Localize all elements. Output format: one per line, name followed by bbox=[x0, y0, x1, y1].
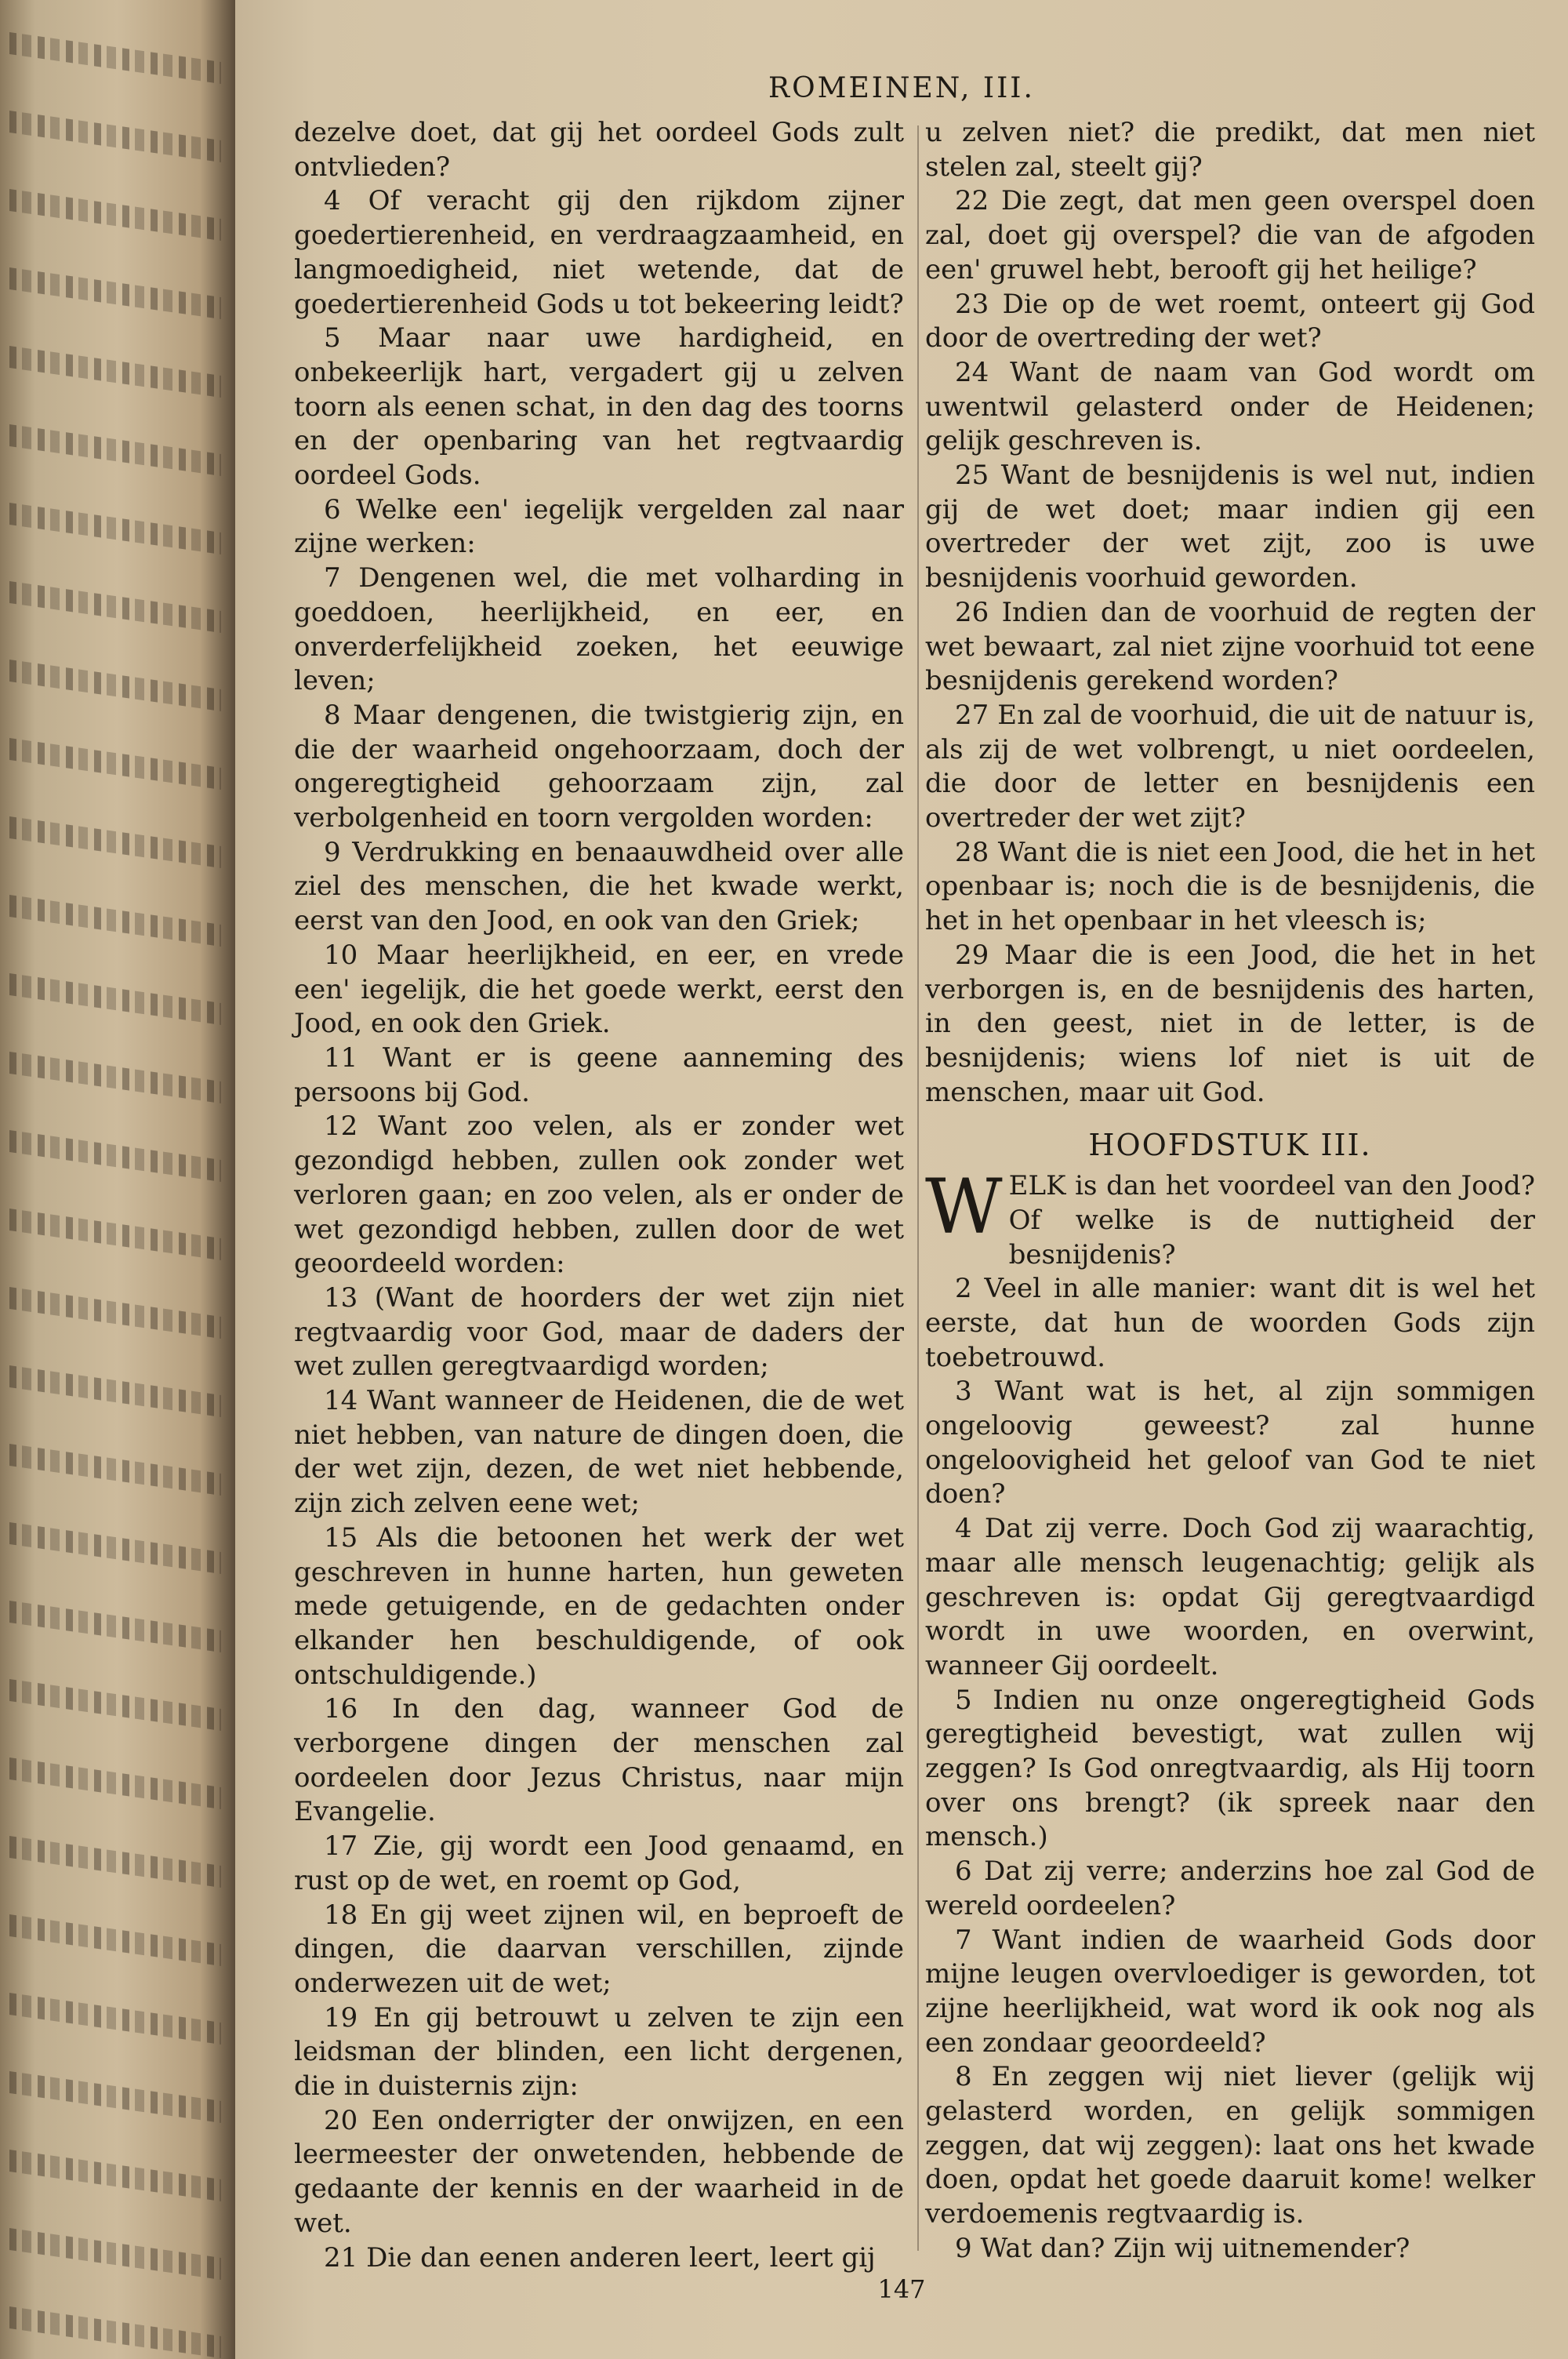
facing-page-edge bbox=[0, 0, 235, 2359]
verse-paragraph: 11 Want er is geene aanneming des persoons bij God. bbox=[294, 1041, 904, 1108]
verse-paragraph: 26 Indien dan de voorhuid de regten der wet bewaart, zal niet zijne voorhuid tot eene besnijdenis gerekend worden? bbox=[925, 596, 1535, 697]
verse-paragraph: 17 Zie, gij wordt een Jood genaamd, en rust op de wet, en roemt op God, bbox=[294, 1830, 904, 1896]
verse-paragraph: 19 En gij betrouwt u zelven te zijn een leidsman der blinden, een licht dergenen, die in duisternis zijn: bbox=[294, 2001, 904, 2103]
verse-paragraph: 9 Verdrukking en benaauwdheid over alle ziel des menschen, die het kwade werkt, eerst van den Jood, en ook van den Griek; bbox=[294, 836, 904, 937]
column-divider bbox=[917, 125, 919, 2251]
left-column bbox=[294, 116, 904, 2275]
verse-paragraph: 29 Maar die is een Jood, die het in het verborgen is, en de besnijdenis des harten, in den geest, niet in de letter, is de besnijdenis; wiens lof niet is uit de menschen, maar uit God. bbox=[925, 939, 1535, 1108]
verse-paragraph: 22 Die zegt, dat men geen overspel doen zal, doet gij overspel? die van de afgoden een' gruwel hebt, berooft gij het heilige? bbox=[925, 185, 1535, 285]
verse-paragraph: u zelven niet? die predikt, dat men niet stelen zal, steelt gij? bbox=[925, 117, 1535, 183]
verse-paragraph: 3 Want wat is het, al zijn sommigen ongeloovig geweest? zal hunne ongeloovigheid het geloof van God te niet doen? bbox=[925, 1376, 1535, 1510]
verse-paragraph: 16 In den dag, wanneer God de verborgene dingen der menschen zal oordeelen door Jezus Christus, naar mijn Evangelie. bbox=[294, 1693, 904, 1828]
verse-paragraph: 23 Die op de wet roemt, onteert gij God door de overtreding der wet? bbox=[925, 288, 1535, 354]
verse-paragraph: 6 Dat zij verre; anderzins hoe zal God de wereld oordeelen? bbox=[925, 1856, 1535, 1921]
verse-paragraph: 12 Want zoo velen, als er zonder wet gezondigd hebben, zullen ook zonder wet verloren gaan; en zoo velen, als er onder de wet gezondigd hebben, zullen door de wet geoordeeld worden: bbox=[294, 1110, 904, 1280]
verse-paragraph: 27 En zal de voorhuid, die uit de natuur is, als zij de wet volbrengt, u niet oordeelen, die door de letter en besnijdenis een overtreder der wet zijt? bbox=[925, 699, 1535, 834]
verse-paragraph: 2 Veel in alle manier: want dit is wel het eerste, dat hun de woorden Gods zijn toebetrouwd. bbox=[925, 1273, 1535, 1373]
verse-paragraph: 13 (Want de hoorders der wet zijn niet regtvaardig voor God, maar de daders der wet zullen geregtvaardigd worden; bbox=[294, 1281, 904, 1383]
chapter-heading: HOOFDSTUK III. bbox=[1088, 1128, 1372, 1163]
verse-paragraph: 14 Want wanneer de Heidenen, die de wet niet hebben, van nature de dingen doen, die der wet zijn, dezen, de wet niet hebbende, zijn zich zelven eene wet; bbox=[294, 1385, 904, 1520]
verse-paragraph: 9 Wat dan? Zijn wij uitnemender? bbox=[955, 2232, 1410, 2264]
verse-paragraph: 6 Welke een' iegelijk vergelden zal naar zijne werken: bbox=[294, 493, 904, 560]
verse-paragraph: dezelve doet, dat gij het oordeel Gods zult ontvlieden? bbox=[294, 117, 904, 183]
verse-paragraph: 18 En gij weet zijnen wil, en beproeft de dingen, die daarvan verschillen, zijnde onderwezen uit de wet; bbox=[294, 1899, 904, 1999]
verse-paragraph: 20 Een onderrigter der onwijzen, en een leermeester der onwetenden, hebbende de gedaante der kennis en der waarheid in de wet. bbox=[294, 2104, 904, 2239]
verse-paragraph: ELK is dan het voordeel van den Jood? Of welke is de nuttigheid der besnijdenis? bbox=[1008, 1170, 1535, 1270]
verse-paragraph: 4 Of veracht gij den rijkdom zijner goedertierenheid, en verdraagzaamheid, en langmoedigheid, niet wetende, dat de goedertierenheid Gods u tot bekeering leidt? bbox=[294, 185, 904, 320]
verse-paragraph: 25 Want de besnijdenis is wel nut, indien gij de wet doet; maar indien gij een overtreder der wet zijt, zoo is uwe besnijdenis voorhuid geworden. bbox=[925, 460, 1535, 594]
verse-paragraph: 28 Want die is niet een Jood, die het in het openbaar is; noch die is de besnijdenis, die het in het openbaar in het vleesch is; bbox=[925, 836, 1535, 937]
verse-paragraph: 10 Maar heerlijkheid, en eer, en vrede een' iegelijk, die het goede werkt, eerst den Jood, en ook den Griek. bbox=[294, 939, 904, 1040]
running-header: ROMEINEN, III. bbox=[768, 72, 1035, 104]
verse-paragraph: 8 Maar dengenen, die twistgierig zijn, en die der waarheid ongehoorzaam, doch der ongeregtigheid gehoorzaam zijn, zal verbolgenheid en toorn vergolden worden: bbox=[294, 699, 904, 834]
verse-paragraph: 15 Als die betoonen het werk der wet geschreven in hunne harten, hun geweten mede getuigende, en de gedachten onder elkander hen beschuldigende, of ook ontschuldigende.) bbox=[294, 1521, 904, 1691]
verse-paragraph: 7 Want indien de waarheid Gods door mijne leugen overvloediger is geworden, tot zijne heerlijkheid, wat word ik ook nog als een zondaar geoordeeld? bbox=[925, 1924, 1535, 2059]
verse-paragraph: 21 Die dan eenen anderen leert, leert gij bbox=[324, 2241, 876, 2274]
verse-paragraph: 5 Indien nu onze ongeregtigheid Gods geregtigheid bevestigt, wat zullen wij zeggen? Is God onregtvaardig, als Hij toorn over ons brengt? (ik spreek naar den mensch.) bbox=[925, 1684, 1535, 1853]
page-number: 147 bbox=[877, 2274, 926, 2304]
drop-cap: W bbox=[925, 1163, 1003, 1252]
verse-paragraph: 4 Dat zij verre. Doch God zij waarachtig, maar alle mensch leugenachtig; gelijk als geschreven is: opdat Gij geregtvaardigd wordt in uwe woorden, en overwint, wanneer Gij oordeelt. bbox=[925, 1513, 1535, 1681]
verse-paragraph: 8 En zeggen wij niet liever (gelijk wij gelasterd worden, en gelijk sommigen zeggen, dat wij zeggen): laat ons het kwade doen, opdat het goede daaruit kome! welker verdoemenis regtvaardig is. bbox=[925, 2061, 1535, 2230]
book-page bbox=[235, 0, 1568, 2359]
verse-paragraph: 7 Dengenen wel, die met volharding in goeddoen, heerlijkheid, en eer, en onverderfelijkheid zoeken, het eeuwige leven; bbox=[294, 562, 904, 697]
right-column bbox=[925, 116, 1535, 2266]
verse-paragraph: 5 Maar naar uwe hardigheid, en onbekeerlijk hart, vergadert gij u zelven toorn als eenen schat, in den dag des toorns en der openbaring van het regtvaardig oordeel Gods. bbox=[294, 322, 904, 492]
verse-paragraph: 24 Want de naam van God wordt om uwentwil gelasterd onder de Heidenen; gelijk geschreven is. bbox=[925, 356, 1535, 457]
